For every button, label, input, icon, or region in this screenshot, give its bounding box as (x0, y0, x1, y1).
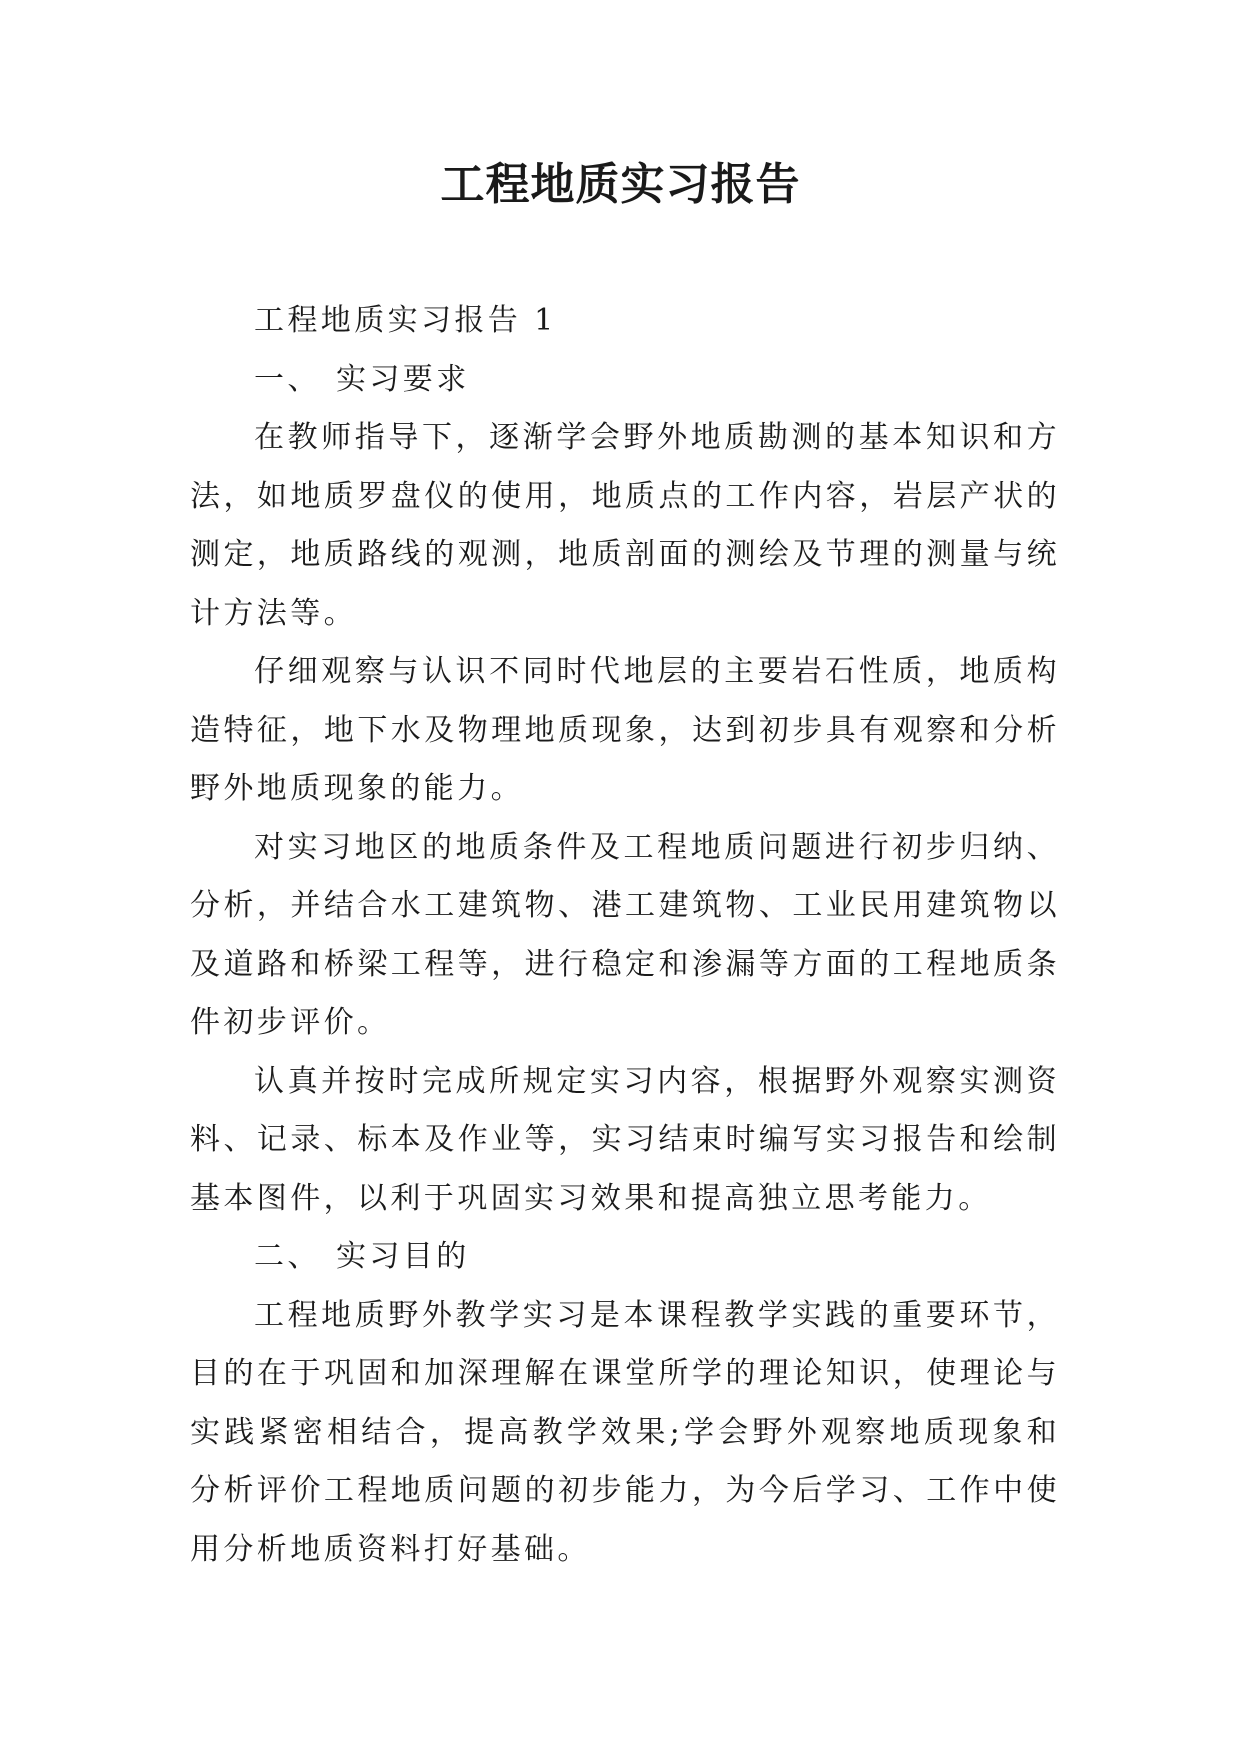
report-subtitle: 工程地质实习报告 1 (254, 303, 557, 338)
paragraph: 对实习地区的地质条件及工程地质问题进行初步归纳、分析，并结合水工建筑物、港工建筑物、工业民用建筑物以及道路和桥梁工程等，进行稳定和渗漏等方面的工程地质条件初步评价。 (190, 829, 1060, 1040)
section-heading-requirements (190, 351, 1060, 410)
paragraph: 在教师指导下，逐渐学会野外地质勘测的基本知识和方法，如地质罗盘仪的使用，地质点的工作内容，岩层产状的测定，地质路线的观测，地质剖面的测绘及节理的测量与统计方法等。 (190, 420, 1060, 631)
section-number: 一、 (254, 361, 321, 397)
section-title: 实习目的 (336, 1239, 470, 1274)
section-number: 二、 (254, 1239, 321, 1274)
paragraph: 仔细观察与认识不同时代地层的主要岩石性质，地质构造特征，地下水及物理地质现象，达到初步具有观察和分析野外地质现象的能力。 (190, 654, 1060, 806)
paragraph: 工程地质野外教学实习是本课程教学实践的重要环节，目的在于巩固和加深理解在课堂所学的理论知识，使理论与实践紧密相结合，提高教学效果;学会野外观察地质现象和分析评价工程地质问题的初步能力，为今后学习、工作中使用分析地质资料打好基础。 (190, 1297, 1060, 1567)
paragraph: 认真并按时完成所规定实习内容，根据野外观察实测资料、记录、标本及作业等，实习结束时编写实习报告和绘制基本图件，以利于巩固实习效果和提高独立思考能力。 (190, 1063, 1060, 1216)
section-heading-purpose (190, 1228, 1060, 1287)
document-body (190, 292, 1060, 1579)
document-title: 工程地质实习报告 (440, 159, 801, 210)
section-title: 实习要求 (336, 361, 470, 397)
